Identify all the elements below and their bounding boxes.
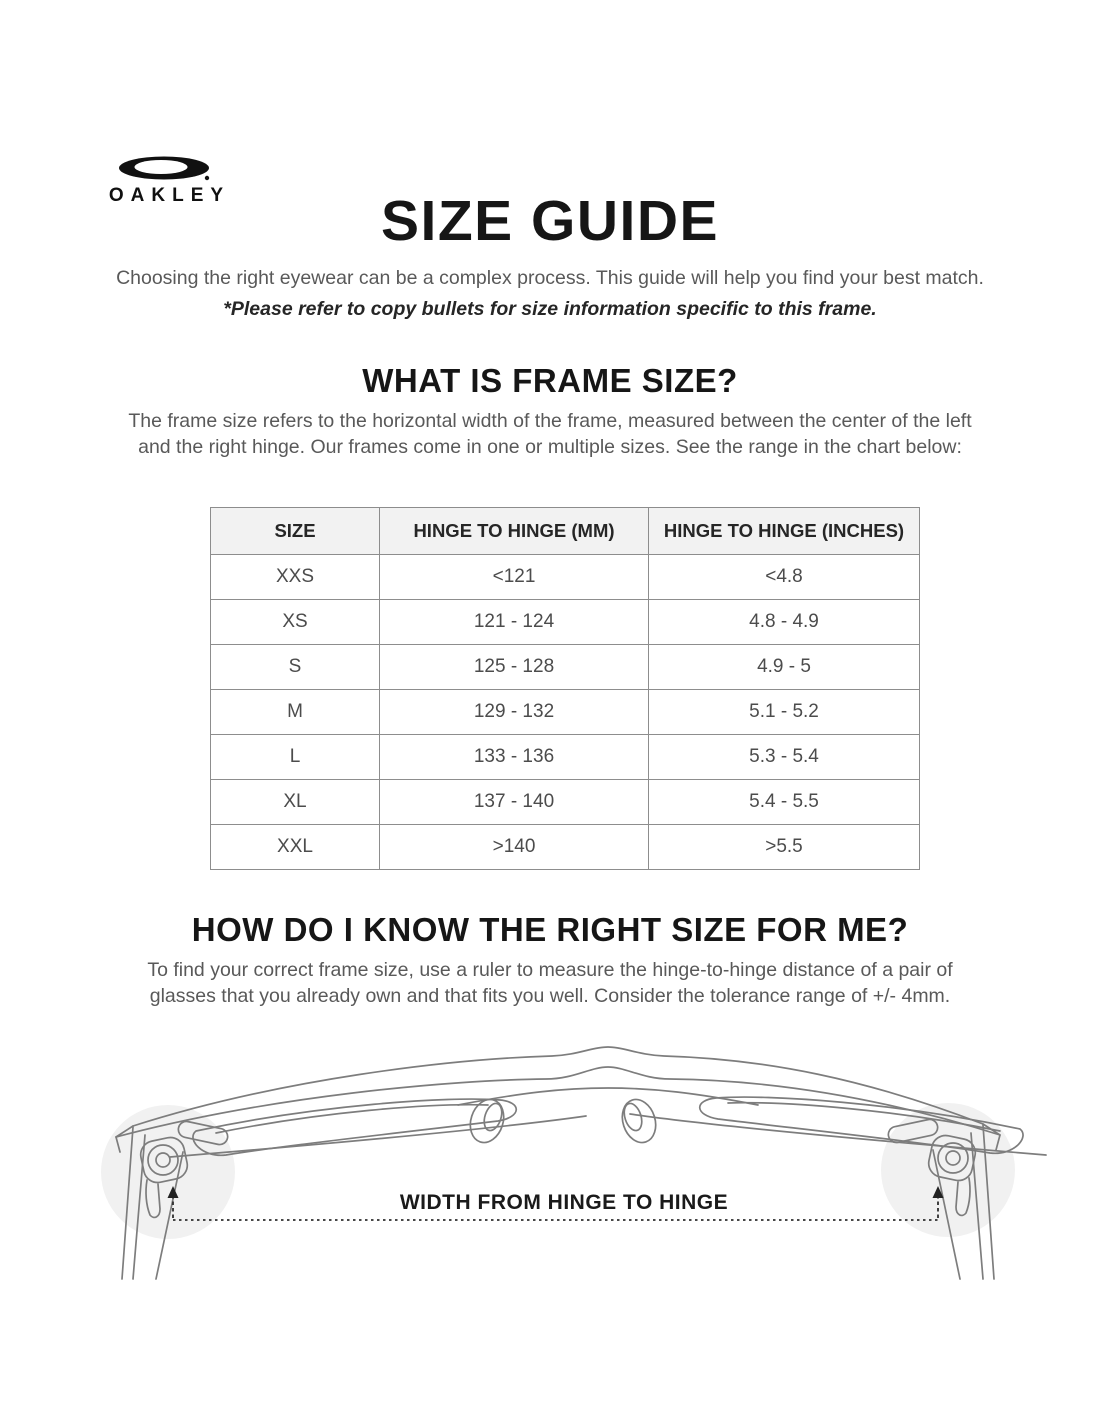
hinge-width-diagram xyxy=(0,1039,1100,1284)
mm-cell: 121 - 124 xyxy=(380,599,649,644)
size-cell: XL xyxy=(211,779,380,824)
table-row xyxy=(211,554,920,599)
trademark-dot xyxy=(205,176,209,180)
column-header-mm: HINGE TO HINGE (MM) xyxy=(380,507,649,554)
column-header-size: SIZE xyxy=(211,507,380,554)
inches-cell: >5.5 xyxy=(649,824,920,869)
table-row xyxy=(211,644,920,689)
diagram-label: WIDTH FROM HINGE TO HINGE xyxy=(399,1190,729,1214)
inches-cell: 5.3 - 5.4 xyxy=(649,734,920,779)
inches-cell: 5.1 - 5.2 xyxy=(649,689,920,734)
size-cell: XXS xyxy=(211,554,380,599)
size-cell: XS xyxy=(211,599,380,644)
inches-cell: 4.9 - 5 xyxy=(649,644,920,689)
column-header-inches: HINGE TO HINGE (INCHES) xyxy=(649,507,920,554)
size-cell: XXL xyxy=(211,824,380,869)
page-title: SIZE GUIDE xyxy=(380,189,720,253)
oakley-logo xyxy=(93,156,239,207)
size-cell: M xyxy=(211,689,380,734)
mm-cell: <121 xyxy=(380,554,649,599)
oakley-wordmark: OAKLEY xyxy=(108,185,231,206)
glasses-illustration xyxy=(50,1039,1050,1284)
table-row xyxy=(211,824,920,869)
intro-text: Choosing the right eyewear can be a complex process. This guide will help you find your best match. xyxy=(116,267,984,289)
inches-cell: 4.8 - 4.9 xyxy=(649,599,920,644)
oakley-ellipse-icon xyxy=(118,156,214,182)
mm-cell: 129 - 132 xyxy=(380,689,649,734)
right-size-body: To find your correct frame size, use a ruler to measure the hinge-to-hinge distance of a pair of glasses that you already own and that fits you well. Consider the tolerance range of +/- 4mm. xyxy=(147,959,953,1008)
size-table xyxy=(210,507,920,870)
mm-cell: >140 xyxy=(380,824,649,869)
frame-note-text: *Please refer to copy bullets for size information specific to this frame. xyxy=(223,297,877,320)
table-row xyxy=(211,599,920,644)
inches-cell: <4.8 xyxy=(649,554,920,599)
table-row xyxy=(211,689,920,734)
mm-cell: 137 - 140 xyxy=(380,779,649,824)
table-row xyxy=(211,734,920,779)
mm-cell: 125 - 128 xyxy=(380,644,649,689)
table-row xyxy=(211,779,920,824)
size-cell: S xyxy=(211,644,380,689)
size-cell: L xyxy=(211,734,380,779)
frame-size-body: The frame size refers to the horizontal width of the frame, measured between the center of the left and the right hinge. Our frames come in one or multiple sizes. See the range in the chart below: xyxy=(128,410,972,459)
frame-size-heading: WHAT IS FRAME SIZE? xyxy=(362,361,738,399)
nose-pad-right xyxy=(617,1095,661,1147)
table-header-row xyxy=(211,507,920,554)
inches-cell: 5.4 - 5.5 xyxy=(649,779,920,824)
right-size-heading: HOW DO I KNOW THE RIGHT SIZE FOR ME? xyxy=(191,910,909,948)
frame-size-section xyxy=(0,361,1100,870)
right-size-section xyxy=(0,910,1100,1010)
mm-cell: 133 - 136 xyxy=(380,734,649,779)
